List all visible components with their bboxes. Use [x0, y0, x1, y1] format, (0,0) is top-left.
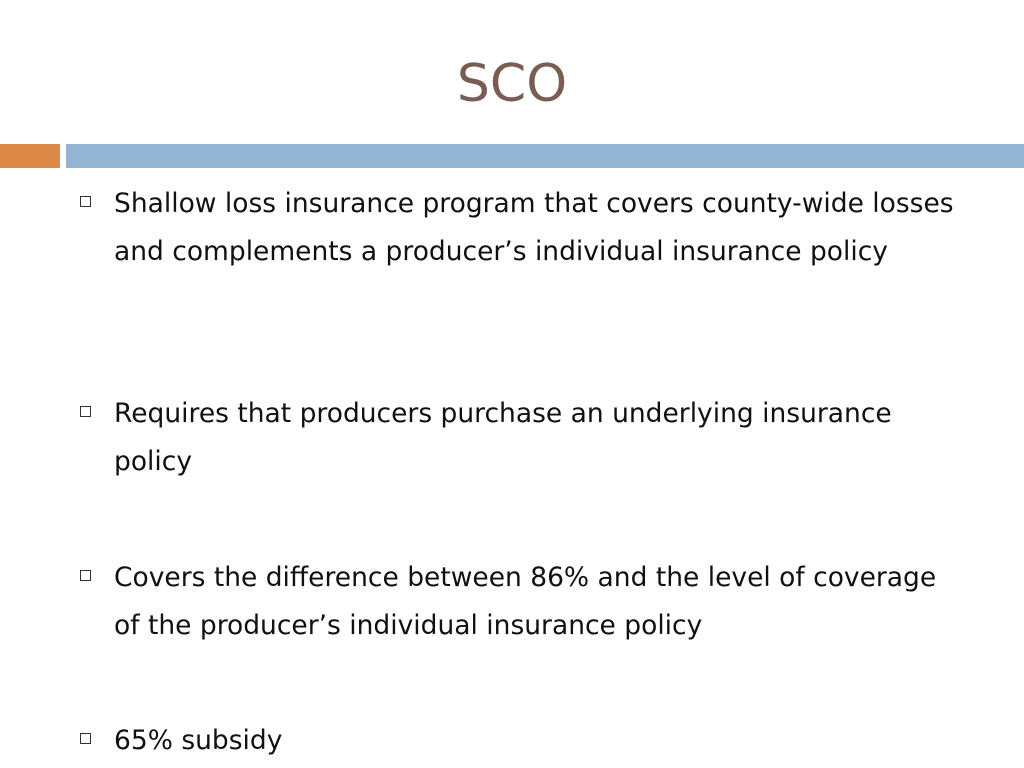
hollow-square-bullet-icon	[80, 570, 91, 581]
hollow-square-bullet-icon	[80, 406, 91, 417]
hollow-square-bullet-icon	[80, 733, 91, 744]
bullet-item-coverage-difference	[80, 554, 960, 650]
bullet-text: 65% subsidy	[114, 725, 283, 756]
hollow-square-bullet-icon	[80, 196, 91, 207]
slide-title: SCO	[456, 54, 568, 114]
bullet-item-subsidy	[80, 717, 960, 765]
bullet-text: Covers the difference between 86% and the level of coverage of the producer’s individual insurance policy	[114, 562, 937, 641]
bullet-item-shallow-loss	[80, 180, 960, 276]
bullet-item-underlying-policy	[80, 390, 960, 486]
bullet-text: Shallow loss insurance program that covers county-wide losses and complements a producer’s individual insurance policy	[114, 188, 954, 267]
bullet-text: Requires that producers purchase an underlying insurance policy	[114, 398, 892, 477]
